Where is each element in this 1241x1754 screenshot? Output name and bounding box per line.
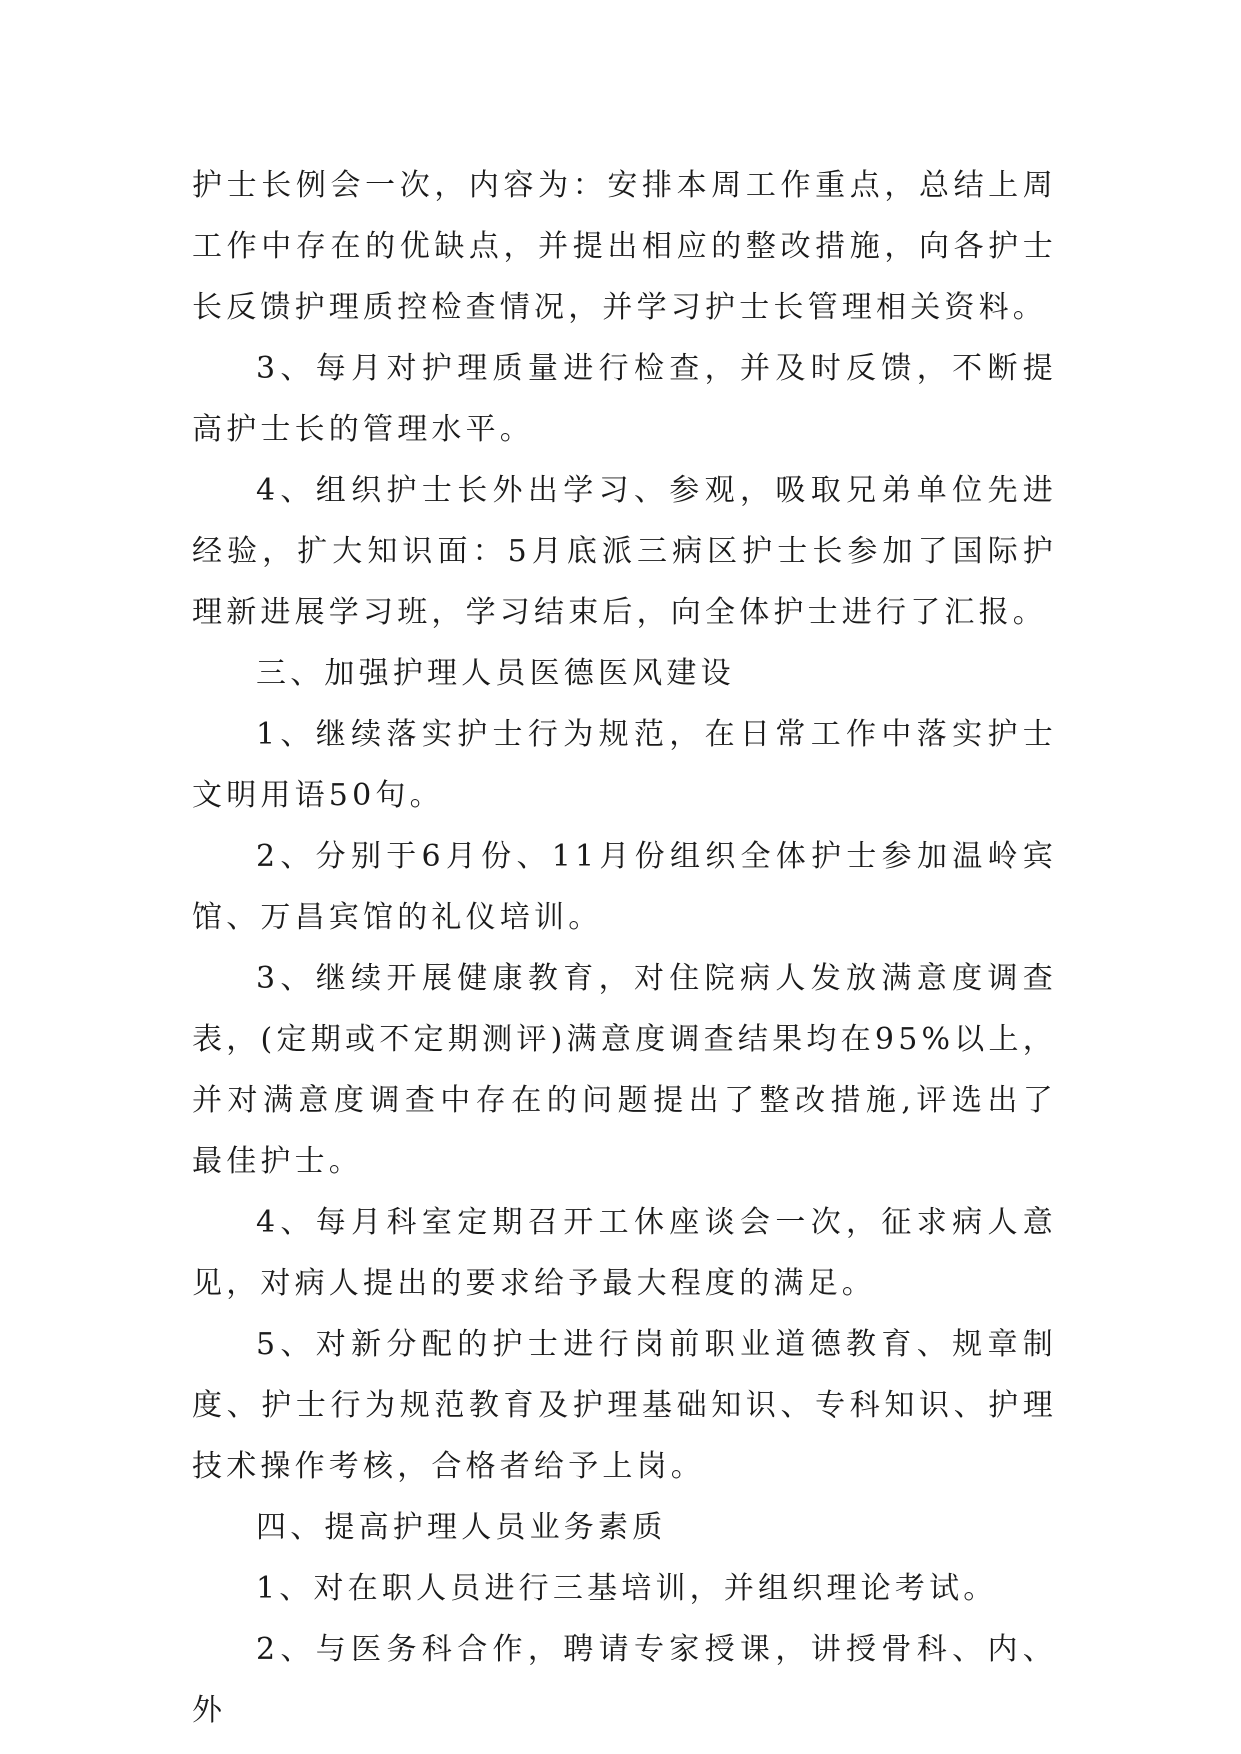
paragraph-8: 5、对新分配的护士进行岗前职业道德教育、规章制度、护士行为规范教育及护理基础知识、专科知识、护理技术操作考核，合格者给予上岗。 <box>192 1327 1057 1484</box>
paragraph-7: 4、每月科室定期召开工休座谈会一次，征求病人意见，对病人提出的要求给予最大程度的满足。 <box>192 1205 1057 1301</box>
paragraph-4: 1、继续落实护士行为规范，在日常工作中落实护士文明用语50句。 <box>192 717 1057 813</box>
paragraph-9: 1、对在职人员进行三基培训，并组织理论考试。 <box>256 1571 998 1606</box>
paragraph-3: 4、组织护士长外出学习、参观，吸取兄弟单位先进经验，扩大知识面：5月底派三病区护士长参加了国际护理新进展学习班，学习结束后，向全体护士进行了汇报。 <box>192 473 1057 630</box>
paragraph-5: 2、分别于6月份、11月份组织全体护士参加温岭宾馆、万昌宾馆的礼仪培训。 <box>192 839 1057 935</box>
paragraph-10: 2、与医务科合作，聘请专家授课，讲授骨科、内、外 <box>192 1632 1057 1728</box>
section-heading-3: 三、加强护理人员医德医风建设 <box>256 656 735 691</box>
paragraph-2: 3、每月对护理质量进行检查，并及时反馈，不断提高护士长的管理水平。 <box>192 351 1057 447</box>
paragraph-6: 3、继续开展健康教育，对住院病人发放满意度调查表，(定期或不定期测评)满意度调查结果均在95%以上，并对满意度调查中存在的问题提出了整改措施,评选出了最佳护士。 <box>192 961 1057 1179</box>
section-heading-4: 四、提高护理人员业务素质 <box>256 1510 667 1545</box>
document-body <box>192 155 1057 1741</box>
paragraph-1: 护士长例会一次，内容为：安排本周工作重点，总结上周工作中存在的优缺点，并提出相应的整改措施，向各护士长反馈护理质控检查情况，并学习护士长管理相关资料。 <box>192 168 1057 325</box>
